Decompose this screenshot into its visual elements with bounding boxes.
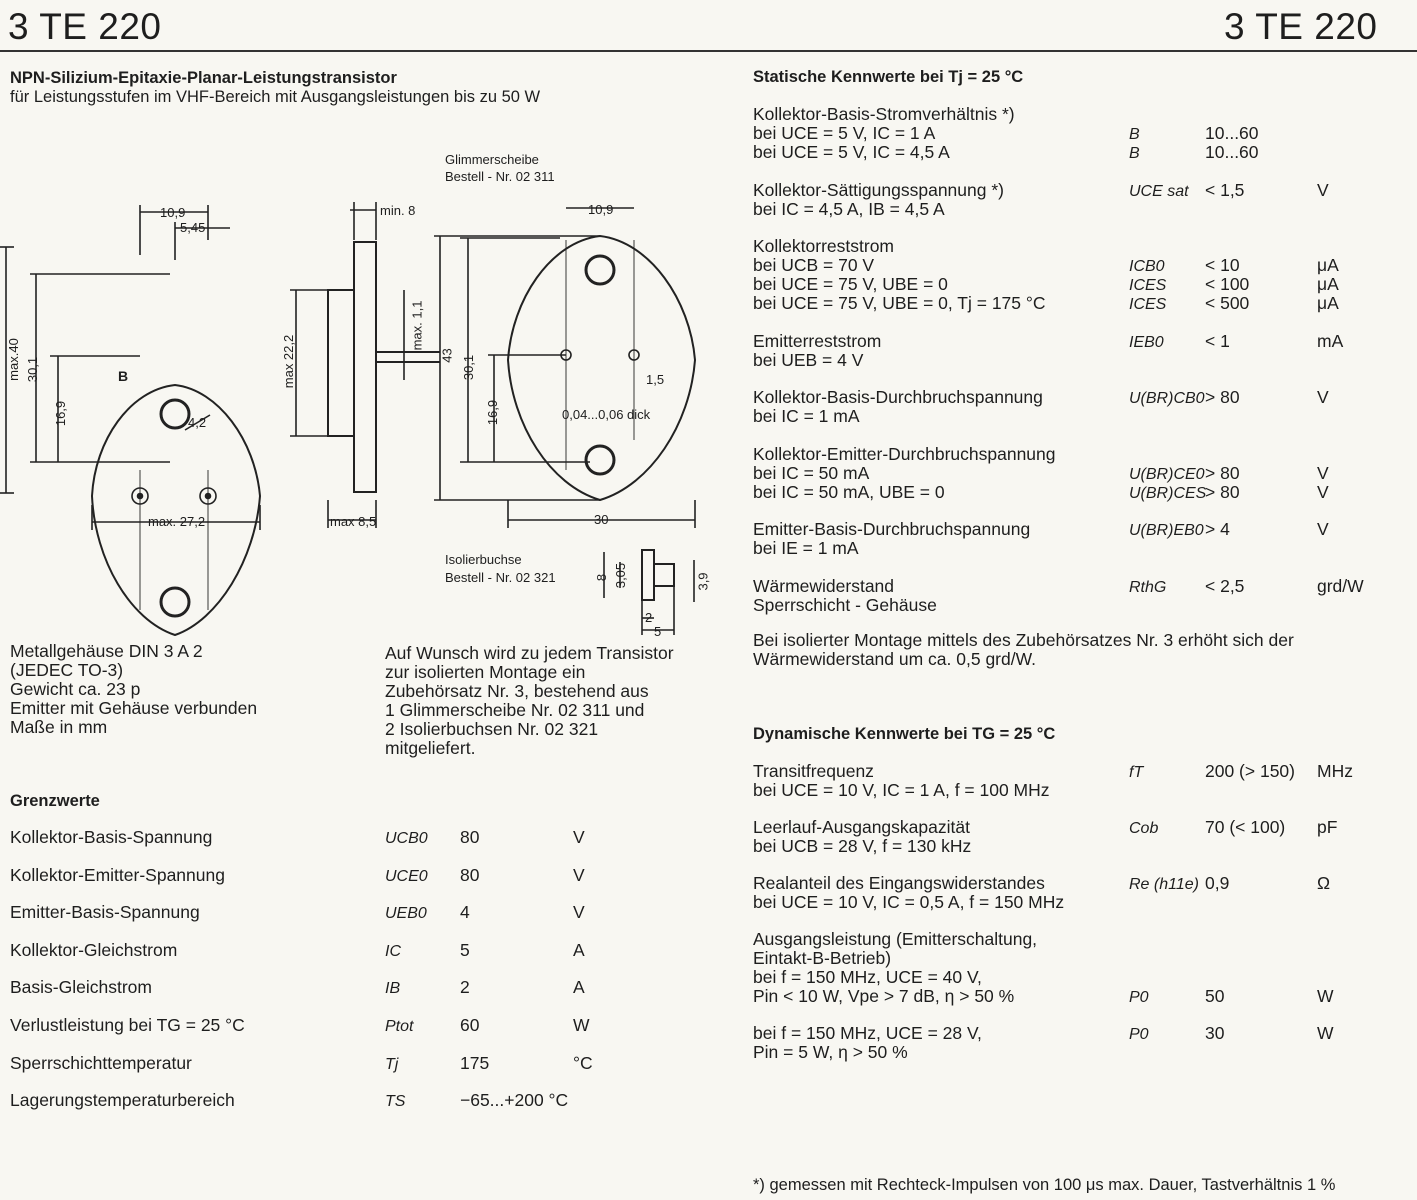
- limit-symbol: IB: [385, 980, 401, 998]
- bushing-drawing: [642, 550, 654, 600]
- parameter-line: bei UCE = 10 V, IC = 0,5 A, f = 150 MHz: [753, 892, 1065, 912]
- limit-unit: A: [573, 977, 585, 998]
- parameter-line: Kollektor-Sättigungsspannung *): [753, 179, 1004, 200]
- parameter-line: Pin < 10 W, Vpe > 7 dB, η > 50 %: [753, 986, 1015, 1006]
- mica-hole-top: [586, 256, 614, 284]
- limit-symbol: UCE0: [385, 867, 428, 885]
- parameter-unit: grd/W: [1317, 575, 1364, 596]
- table-row: [10, 1091, 690, 1113]
- parameter-unit: V: [1317, 462, 1329, 483]
- parameter-line: bei IC = 4,5 A, IB = 4,5 A: [753, 198, 945, 219]
- table-row: [10, 866, 690, 888]
- page-title-left: 3 TE 220: [8, 6, 162, 47]
- mounting-hole-bottom-left: [161, 588, 189, 616]
- parameter-line: Ausgangsleistung (Emitterschaltung,: [753, 929, 1038, 949]
- limit-value: 80: [460, 864, 480, 885]
- housing-info: Metallgehäuse DIN 3 A 2 (JEDEC TO-3) Gewicht ca. 23 p Emitter mit Gehäuse verbunden Maße in mm: [10, 641, 258, 737]
- parameter-line: bei IC = 1 mA: [753, 406, 860, 426]
- base-pin-label: B: [118, 368, 129, 384]
- limit-unit: V: [573, 827, 585, 847]
- limit-symbol: Tj: [385, 1055, 399, 1073]
- parameter-value: 200 (> 150): [1205, 761, 1295, 781]
- parameter-line: Pin = 5 W, η > 50 %: [753, 1042, 908, 1062]
- parameter-value: > 4: [1205, 519, 1230, 539]
- parameter-line: bei UCE = 5 V, IC = 4,5 A: [753, 142, 950, 162]
- parameter-line: bei IC = 50 mA, UBE = 0: [753, 481, 945, 502]
- glimmer-order-number: Bestell - Nr. 02 311: [445, 169, 555, 184]
- mica-hole-bottom: [586, 446, 614, 474]
- parameter-unit: μA: [1317, 274, 1339, 294]
- limit-name: Emitter-Basis-Spannung: [10, 902, 200, 923]
- limit-unit: °C: [573, 1052, 593, 1073]
- dim-max-27-2: max. 27,2: [148, 514, 206, 529]
- parameter-unit: V: [1317, 387, 1329, 407]
- parameter-unit: Ω: [1317, 873, 1331, 893]
- limit-unit: W: [573, 1015, 590, 1035]
- parameter-line: bei UCE = 75 V, UBE = 0: [753, 274, 948, 294]
- footnote: *) gemessen mit Rechteck-Impulsen von 100 μs max. Dauer, Tastverhältnis 1 %: [753, 1176, 1336, 1194]
- dynamic-title: Dynamische Kennwerte bei TG = 25 °C: [753, 725, 1056, 743]
- table-row: [10, 978, 690, 1000]
- parameter-value: > 80: [1205, 462, 1240, 483]
- table-row: [10, 828, 690, 850]
- parameter-unit: MHz: [1317, 761, 1353, 781]
- parameter-value: 10...60: [1205, 123, 1259, 143]
- dim-max-8-5: max 8,5: [330, 514, 377, 529]
- mica-washer-outline: [508, 236, 695, 500]
- dim-5: 5: [654, 624, 662, 639]
- parameter-unit: V: [1317, 519, 1329, 539]
- limit-symbol: UCB0: [385, 830, 428, 847]
- parameter-symbol: RthG: [1129, 578, 1167, 596]
- isolier-order-number: Bestell - Nr. 02 321: [445, 570, 556, 585]
- table-row: [10, 1054, 690, 1076]
- parameter-line: Leerlauf-Ausgangskapazität: [753, 817, 970, 837]
- parameter-line: bei UCB = 70 V: [753, 255, 875, 275]
- parameter-line: bei UCE = 10 V, IC = 1 A, f = 100 MHz: [753, 780, 1050, 800]
- limit-value: 80: [460, 827, 480, 847]
- parameter-symbol: Cob: [1129, 820, 1159, 837]
- parameter-line: bei IC = 50 mA: [753, 462, 870, 483]
- mica-thickness: 0,04...0,06 dick: [562, 407, 651, 422]
- parameter-unit: W: [1317, 1023, 1334, 1043]
- limit-name: Kollektor-Gleichstrom: [10, 939, 178, 960]
- parameter-symbol: fT: [1129, 764, 1144, 781]
- limit-unit: V: [573, 902, 585, 923]
- parameter-line: bei f = 150 MHz, UCE = 40 V,: [753, 967, 982, 987]
- isolier-title: Isolierbuchse: [445, 552, 522, 567]
- parameter-value: > 80: [1205, 387, 1240, 407]
- dim-10-9-right: 10,9: [588, 202, 614, 217]
- parameter-line: Realanteil des Eingangswiderstandes: [753, 873, 1045, 893]
- limit-value: 60: [460, 1015, 480, 1035]
- parameter-value: 30: [1205, 1023, 1225, 1043]
- limit-unit: V: [573, 864, 585, 885]
- parameter-line: Kollektor-Emitter-Durchbruchspannung: [753, 443, 1056, 464]
- page-title-right: 3 TE 220: [1224, 6, 1378, 47]
- limit-value: 5: [460, 939, 470, 960]
- accessory-info: Auf Wunsch wird zu jedem Transistor zur isolierten Montage ein Zubehörsatz Nr. 3, bestehend aus 1 Glimmerscheibe Nr. 02 311 und 2 Isolierbuchsen Nr. 02 321 mitgeliefert.: [385, 643, 674, 758]
- parameter-value: 0,9: [1205, 873, 1230, 893]
- dim-3-9: 3,9: [695, 572, 711, 591]
- parameter-symbol: ICB0: [1129, 258, 1165, 275]
- parameter-symbol: U(BR)CE0: [1129, 465, 1205, 483]
- dim-16-9-left: 16,9: [53, 400, 69, 427]
- limit-symbol: TS: [385, 1093, 406, 1111]
- dim-min-8: min. 8: [380, 203, 416, 218]
- parameter-symbol: ICES: [1129, 296, 1167, 313]
- limit-value: 2: [460, 977, 470, 998]
- glimmer-title: Glimmerscheibe: [445, 152, 539, 167]
- parameter-value: < 10: [1205, 255, 1240, 275]
- dim-3-05: 3,05: [613, 562, 629, 589]
- parameter-unit: μA: [1317, 255, 1339, 275]
- dim-max-22-2: max 22,2: [281, 334, 297, 389]
- parameter-symbol: U(BR)EB0: [1129, 522, 1204, 539]
- limit-unit: A: [573, 939, 585, 960]
- parameter-unit: V: [1317, 481, 1329, 502]
- parameter-symbol: Re (h11e): [1129, 876, 1199, 893]
- limit-value: −65...+200 °C: [460, 1090, 569, 1111]
- limit-name: Kollektor-Basis-Spannung: [10, 827, 213, 847]
- parameter-value: < 100: [1205, 274, 1250, 294]
- dim-2: 2: [645, 610, 653, 625]
- limit-name: Kollektor-Emitter-Spannung: [10, 864, 225, 885]
- parameter-symbol: U(BR)CES: [1129, 484, 1207, 502]
- parameter-unit: W: [1317, 986, 1334, 1006]
- parameter-value: 10...60: [1205, 142, 1259, 162]
- parameter-value: < 1: [1205, 330, 1230, 351]
- parameter-line: Transitfrequenz: [753, 761, 874, 781]
- dim-5-45: 5,45: [180, 220, 206, 235]
- parameter-symbol: UCE sat: [1129, 182, 1189, 200]
- dim-30-1-right: 30,1: [461, 354, 477, 381]
- parameter-symbol: P0: [1129, 1026, 1149, 1043]
- dim-8: 8: [594, 573, 610, 582]
- parameter-line: Kollektor-Basis-Durchbruchspannung: [753, 387, 1043, 407]
- limit-symbol: Ptot: [385, 1018, 414, 1035]
- parameter-line: Emitter-Basis-Durchbruchspannung: [753, 519, 1031, 539]
- parameter-symbol: IEB0: [1129, 333, 1164, 351]
- parameter-symbol: P0: [1129, 989, 1149, 1006]
- dim-30-1-left: 30,1: [25, 356, 41, 383]
- limit-symbol: UEB0: [385, 905, 427, 923]
- parameter-line: bei IE = 1 mA: [753, 538, 859, 558]
- dim-10-9-left: 10,9: [160, 205, 186, 220]
- dim-1-5: 1,5: [646, 372, 665, 387]
- mounting-hole-top-left: [161, 400, 189, 428]
- limit-name: Verlustleistung bei TG = 25 °C: [10, 1015, 245, 1035]
- parameter-line: Wärmewiderstand: [753, 575, 895, 596]
- static-title: Statische Kennwerte bei Tj = 25 °C: [753, 68, 1024, 86]
- parameter-value: 50: [1205, 986, 1225, 1006]
- product-title: NPN-Silizium-Epitaxie-Planar-Leistungstransistor: [10, 69, 397, 87]
- parameter-line: Kollektor-Basis-Stromverhältnis *): [753, 104, 1015, 124]
- parameter-unit: mA: [1317, 330, 1344, 351]
- parameter-value: 70 (< 100): [1205, 817, 1286, 837]
- dim-16-9-right: 16,9: [485, 399, 501, 426]
- package-outline-left: [92, 385, 260, 635]
- dim-max-1-1: max. 1,1: [409, 300, 425, 351]
- dimension-drawing: [0, 140, 740, 640]
- parameter-line: bei UCE = 75 V, UBE = 0, Tj = 175 °C: [753, 293, 1046, 313]
- parameter-line: Eintakt-B-Betrieb): [753, 948, 892, 968]
- table-row: [10, 941, 690, 963]
- parameter-symbol: B: [1129, 145, 1140, 162]
- parameter-line: bei f = 150 MHz, UCE = 28 V,: [753, 1023, 982, 1043]
- parameter-symbol: U(BR)CB0: [1129, 390, 1205, 407]
- dim-4-2: 4,2: [188, 415, 207, 430]
- parameter-value: < 1,5: [1205, 179, 1245, 200]
- limits-title: Grenzwerte: [10, 792, 100, 810]
- dim-30: 30: [594, 512, 609, 527]
- parameter-value: < 500: [1205, 293, 1250, 313]
- table-row: [10, 903, 690, 925]
- dim-max-40: max.40: [5, 338, 21, 381]
- table-row: [10, 1016, 690, 1038]
- product-subtitle: für Leistungsstufen im VHF-Bereich mit Ausgangsleistungen bis zu 50 W: [10, 88, 541, 106]
- parameter-unit: V: [1317, 179, 1329, 200]
- parameter-line: Sperrschicht - Gehäuse: [753, 594, 937, 615]
- limit-value: 4: [460, 902, 470, 923]
- parameter-line: bei UCE = 5 V, IC = 1 A: [753, 123, 936, 143]
- parameter-unit: μA: [1317, 293, 1339, 313]
- parameter-line: bei UCB = 28 V, f = 130 kHz: [753, 836, 972, 856]
- limit-symbol: IC: [385, 942, 401, 960]
- limit-name: Sperrschichttemperatur: [10, 1052, 192, 1073]
- parameter-unit: pF: [1317, 817, 1338, 837]
- dim-43: 43: [439, 348, 455, 363]
- header-rule: [0, 50, 1417, 52]
- parameter-line: Kollektorreststrom: [753, 236, 895, 256]
- package-side-view: [354, 242, 376, 492]
- parameter-line: Emitterreststrom: [753, 330, 882, 351]
- limit-value: 175: [460, 1052, 490, 1073]
- parameter-value: > 80: [1205, 481, 1240, 502]
- parameter-value: < 2,5: [1205, 575, 1245, 596]
- parameter-line: bei UEB = 4 V: [753, 349, 864, 370]
- parameter-symbol: B: [1129, 126, 1140, 143]
- static-note: Bei isolierter Montage mittels des Zubehörsatzes Nr. 3 erhöht sich der Wärmewiderstand um ca. 0,5 grd/W.: [753, 630, 1294, 669]
- limit-name: Basis-Gleichstrom: [10, 977, 152, 998]
- parameter-symbol: ICES: [1129, 277, 1167, 294]
- limit-name: Lagerungstemperaturbereich: [10, 1090, 235, 1111]
